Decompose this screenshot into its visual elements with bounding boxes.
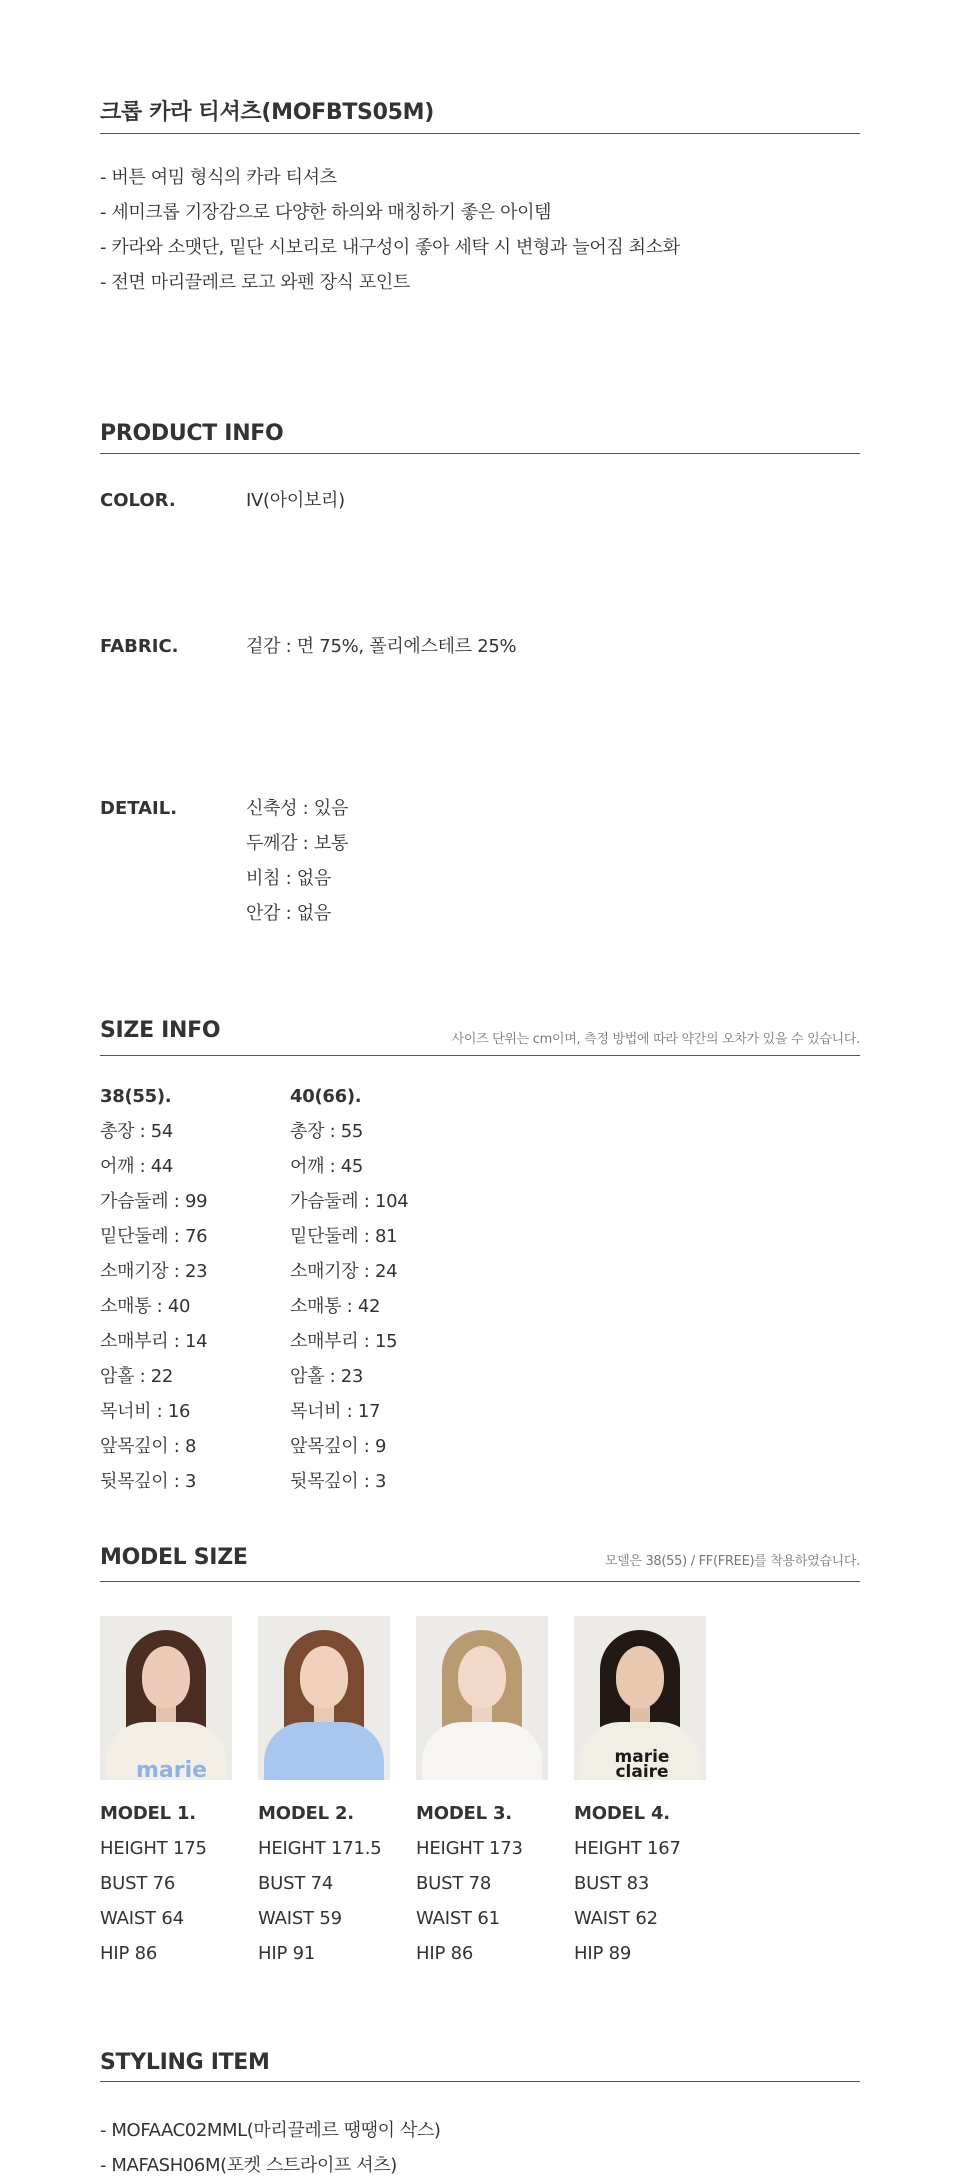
model-measurements <box>100 1796 207 1971</box>
model-name: MODEL 1. <box>100 1803 196 1824</box>
model-height: HEIGHT 171.5 <box>258 1838 382 1859</box>
size-row: 총장 : 54 <box>100 1121 174 1142</box>
size-row: 암홀 : 23 <box>290 1366 364 1387</box>
divider <box>100 453 860 454</box>
size-row: 밑단둘레 : 81 <box>290 1226 398 1247</box>
model-waist: WAIST 64 <box>100 1908 184 1929</box>
model-waist: WAIST 59 <box>258 1908 342 1929</box>
size-row: 소매기장 : 24 <box>290 1261 398 1282</box>
fabric-value <box>246 636 516 664</box>
styling-item[interactable]: - MAFASH06M(포켓 스트라이프 셔츠) <box>100 2155 397 2176</box>
styling-item-list <box>100 2113 441 2178</box>
size-row: 뒷목깊이 : 3 <box>100 1471 197 1492</box>
model-name: MODEL 3. <box>416 1803 512 1824</box>
model-bust: BUST 76 <box>100 1873 176 1894</box>
size-row: 밑단둘레 : 76 <box>100 1226 208 1247</box>
model-hip: HIP 86 <box>416 1943 474 1964</box>
size-row: 뒷목깊이 : 3 <box>290 1471 387 1492</box>
detail-item: 신축성 : 있음 <box>246 798 349 819</box>
model-size-note: 모델은 38(55) / FF(FREE)를 착용하였습니다. <box>604 1554 860 1569</box>
model-height: HEIGHT 167 <box>574 1838 681 1859</box>
model-name: MODEL 2. <box>258 1803 354 1824</box>
divider <box>100 1055 860 1056</box>
fabric-label: FABRIC. <box>100 636 179 657</box>
model-measurements <box>258 1796 382 1971</box>
face-shape <box>142 1646 190 1708</box>
fabric-value-text: 겉감 : 면 75%, 폴리에스테르 25% <box>246 636 517 657</box>
size-row: 소매부리 : 14 <box>100 1331 208 1352</box>
size-row: 목너비 : 17 <box>290 1401 381 1422</box>
size-row: 암홀 : 22 <box>100 1366 174 1387</box>
size-row: 어깨 : 45 <box>290 1156 364 1177</box>
detail-item: 두께감 : 보통 <box>246 833 349 854</box>
size-info-title: SIZE INFO <box>100 1018 221 1043</box>
size-info-note: 사이즈 단위는 cm이며, 측정 방법에 따라 약간의 오차가 있을 수 있습니다. <box>451 1032 860 1047</box>
face-shape <box>300 1646 348 1708</box>
size-row: 총장 : 55 <box>290 1121 364 1142</box>
model-height: HEIGHT 175 <box>100 1838 207 1859</box>
model-photo <box>258 1616 390 1780</box>
color-label: COLOR. <box>100 490 176 511</box>
size-name: 40(66). <box>290 1086 362 1107</box>
shirt-logo: marie <box>136 1758 208 1780</box>
size-row: 소매통 : 40 <box>100 1296 191 1317</box>
detail-item: 안감 : 없음 <box>246 903 331 924</box>
model-card <box>416 1616 548 1964</box>
face-shape <box>458 1646 506 1708</box>
divider <box>100 1581 860 1582</box>
shirt-shape <box>422 1722 542 1780</box>
shirt-logo: marie claire <box>614 1747 670 1780</box>
model-photo <box>416 1616 548 1780</box>
model-waist: WAIST 61 <box>416 1908 500 1929</box>
size-row: 소매부리 : 15 <box>290 1331 398 1352</box>
size-row: 어깨 : 44 <box>100 1156 174 1177</box>
size-column-40 <box>290 1079 408 1499</box>
detail-item: 비침 : 없음 <box>246 868 331 889</box>
model-size-title: MODEL SIZE <box>100 1545 248 1570</box>
model-name: MODEL 4. <box>574 1803 670 1824</box>
model-hip: HIP 91 <box>258 1943 316 1964</box>
face-shape <box>616 1646 664 1708</box>
description-line: - 버튼 여밈 형식의 카라 티셔츠 <box>100 167 337 188</box>
color-value-text: IV(아이보리) <box>246 490 345 511</box>
size-row: 소매기장 : 23 <box>100 1261 208 1282</box>
styling-item[interactable]: - MOFAAC02MML(마리끌레르 땡땡이 삭스) <box>100 2120 441 2141</box>
model-bust: BUST 78 <box>416 1873 492 1894</box>
size-row: 앞목깊이 : 9 <box>290 1436 387 1457</box>
description-line: - 카라와 소맷단, 밑단 시보리로 내구성이 좋아 세탁 시 변형과 늘어짐 최소화 <box>100 237 680 258</box>
model-bust: BUST 83 <box>574 1873 650 1894</box>
detail-values <box>246 798 348 931</box>
model-hip: HIP 86 <box>100 1943 158 1964</box>
description-line: - 세미크롭 기장감으로 다양한 하의와 매칭하기 좋은 아이템 <box>100 202 552 223</box>
product-description <box>100 160 680 300</box>
styling-item-title: STYLING ITEM <box>100 2050 270 2075</box>
color-value <box>246 490 345 518</box>
model-waist: WAIST 62 <box>574 1908 658 1929</box>
model-photo <box>574 1616 706 1780</box>
model-measurements <box>574 1796 681 1971</box>
size-row: 목너비 : 16 <box>100 1401 191 1422</box>
divider <box>100 133 860 134</box>
detail-label: DETAIL. <box>100 798 178 819</box>
size-name: 38(55). <box>100 1086 172 1107</box>
model-card <box>574 1616 706 1964</box>
shirt-shape <box>264 1722 384 1780</box>
model-hip: HIP 89 <box>574 1943 632 1964</box>
divider <box>100 2081 860 2082</box>
product-title: 크롭 카라 티셔츠(MOFBTS05M) <box>100 100 434 125</box>
size-row: 소매통 : 42 <box>290 1296 381 1317</box>
model-height: HEIGHT 173 <box>416 1838 523 1859</box>
size-row: 가슴둘레 : 104 <box>290 1191 409 1212</box>
model-photo <box>100 1616 232 1780</box>
size-column-38 <box>100 1079 207 1499</box>
model-measurements <box>416 1796 523 1971</box>
product-info-title: PRODUCT INFO <box>100 421 284 446</box>
model-bust: BUST 74 <box>258 1873 334 1894</box>
size-row: 앞목깊이 : 8 <box>100 1436 197 1457</box>
model-card <box>100 1616 232 1964</box>
size-row: 가슴둘레 : 99 <box>100 1191 208 1212</box>
description-line: - 전면 마리끌레르 로고 와펜 장식 포인트 <box>100 272 410 293</box>
model-card <box>258 1616 390 1964</box>
